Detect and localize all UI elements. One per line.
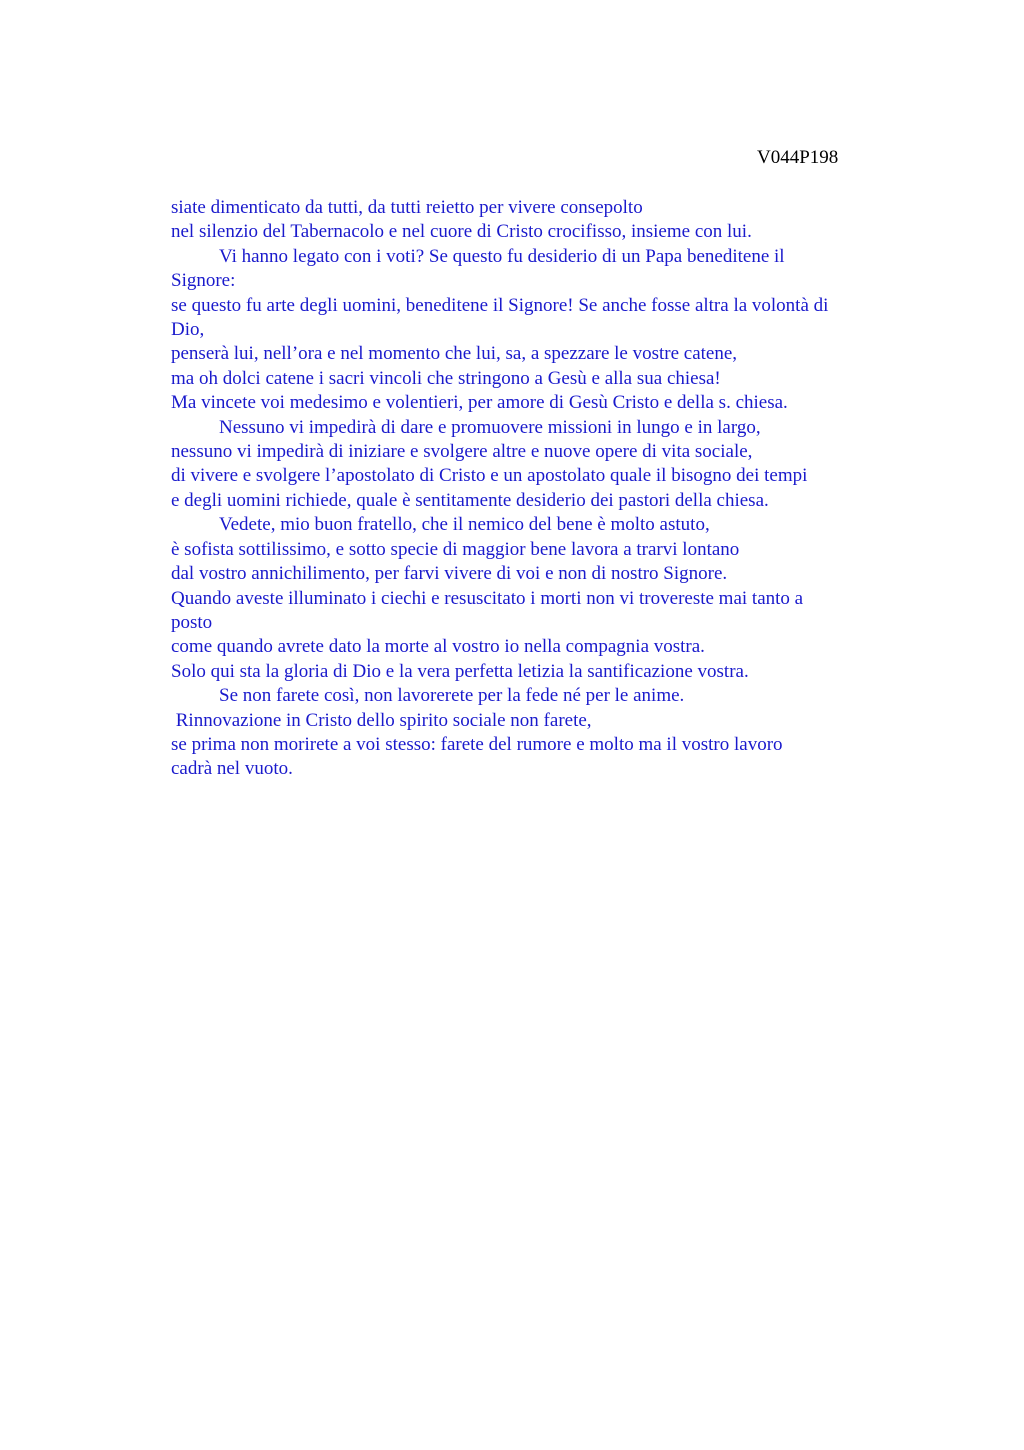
text-line: Vedete, mio buon fratello, che il nemico del bene è molto astuto, bbox=[219, 514, 710, 536]
text-line: Quando aveste illuminato i ciechi e resuscitato i morti non vi trovereste mai tanto a bbox=[171, 587, 804, 609]
text-line: siate dimenticato da tutti, da tutti reietto per vivere consepolto bbox=[171, 197, 643, 218]
text-line: cadrà nel vuoto. bbox=[171, 758, 293, 780]
text-line: nel silenzio del Tabernacolo e nel cuore di Cristo crocifisso, insieme con lui. bbox=[171, 221, 752, 243]
text-line: nessuno vi impedirà di iniziare e svolgere altre e nuove opere di vita sociale, bbox=[171, 441, 753, 463]
text-line: posto bbox=[171, 611, 213, 633]
text-line: se questo fu arte degli uomini, beneditene il Signore! Se anche fosse altra la volontà di bbox=[171, 294, 829, 316]
text-line: Solo qui sta la gloria di Dio e la vera perfetta letizia la santificazione vostra. bbox=[171, 660, 749, 682]
text-line: Dio, bbox=[171, 319, 205, 341]
text-line: è sofista sottilissimo, e sotto specie di maggior bene lavora a trarvi lontano bbox=[171, 538, 740, 560]
body-text bbox=[171, 196, 901, 782]
text-line: di vivere e svolgere l’apostolato di Cristo e un apostolato quale il bisogno dei tempi bbox=[171, 465, 808, 487]
text-line: Nessuno vi impedirà di dare e promuovere missioni in lungo e in largo, bbox=[219, 416, 761, 438]
text-line: Ma vincete voi medesimo e volentieri, per amore di Gesù Cristo e della s. chiesa. bbox=[171, 392, 788, 414]
text-line: ma oh dolci catene i sacri vincoli che stringono a Gesù e alla sua chiesa! bbox=[171, 367, 721, 389]
text-line: Signore: bbox=[171, 270, 236, 292]
text-line: se prima non morirete a voi stesso: farete del rumore e molto ma il vostro lavoro bbox=[171, 733, 783, 755]
text-line: come quando avrete dato la morte al vostro io nella compagnia vostra. bbox=[171, 636, 705, 658]
text-line: Rinnovazione in Cristo dello spirito sociale non farete, bbox=[171, 709, 592, 731]
text-line: e degli uomini richiede, quale è sentitamente desiderio dei pastori della chiesa. bbox=[171, 489, 769, 511]
text-line: Se non farete così, non lavorerete per la fede né per le anime. bbox=[219, 685, 685, 707]
text-line: penserà lui, nell’ora e nel momento che lui, sa, a spezzare le vostre catene, bbox=[171, 343, 738, 365]
page-code: V044P198 bbox=[757, 147, 839, 168]
text-line: dal vostro annichilimento, per farvi vivere di voi e non di nostro Signore. bbox=[171, 563, 728, 585]
text-line: Vi hanno legato con i voti? Se questo fu desiderio di un Papa beneditene il bbox=[219, 245, 785, 267]
